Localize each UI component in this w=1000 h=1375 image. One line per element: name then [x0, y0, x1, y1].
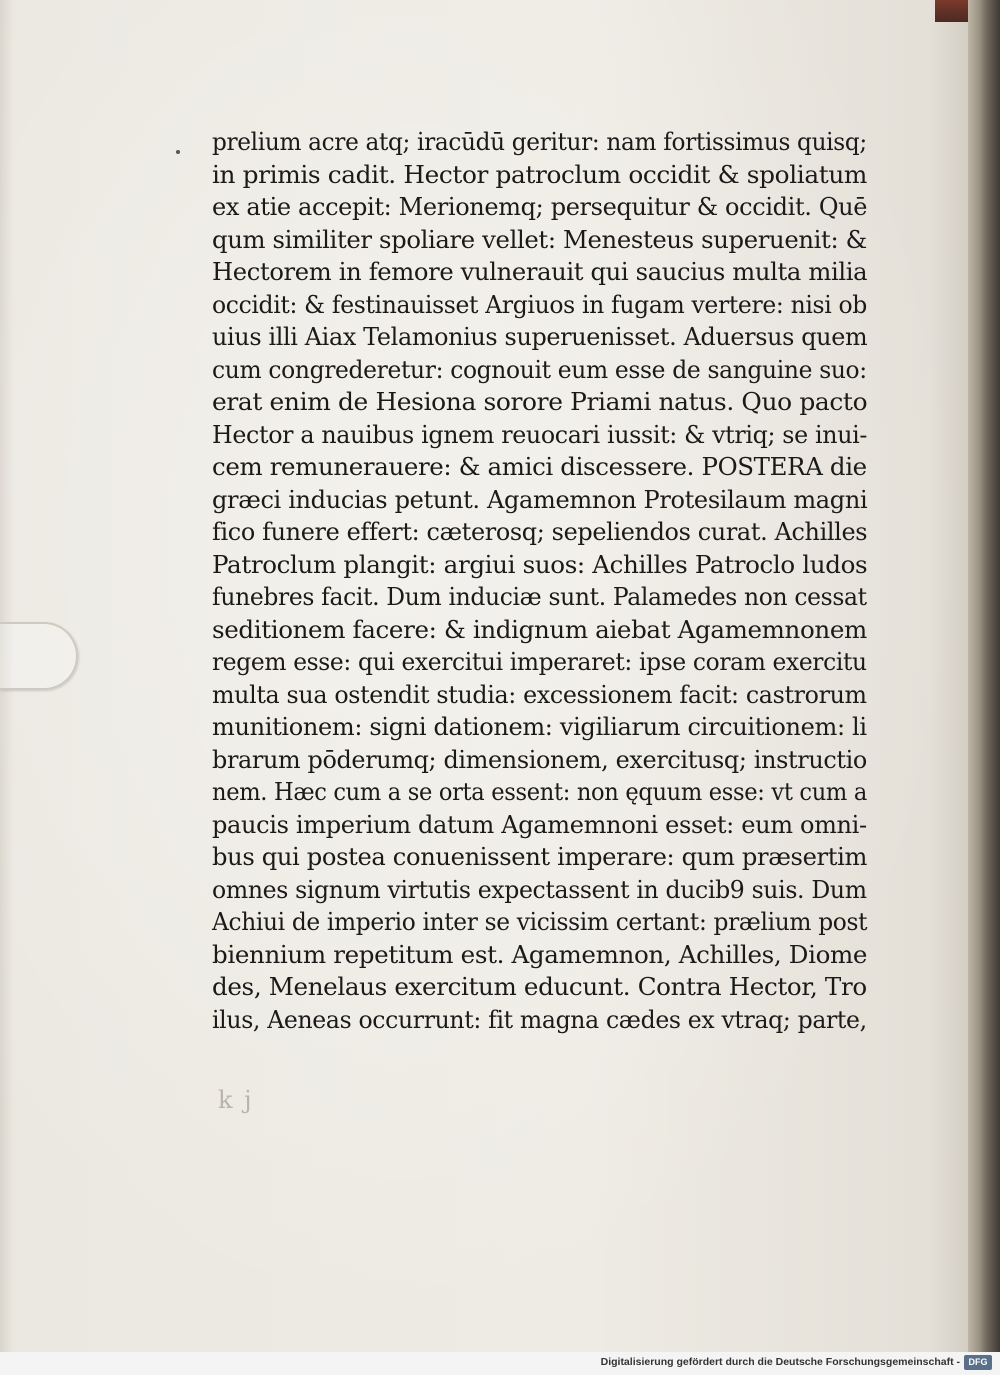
text-line: munitionem: signi dationem: vigiliarum circuitionem: li	[212, 713, 867, 741]
text-line: omnes signum virtutis expectassent in ducib9 suis. Dum	[212, 875, 867, 904]
text-line: fico funere effert: cæterosq; sepeliendos curat. Achilles	[212, 518, 868, 546]
text-line: ilus, Aeneas occurrunt: fit magna cædes ex vtraq; parte,	[212, 1005, 867, 1034]
text-line: Achiui de imperio inter se vicissim certant: prælium post	[212, 908, 868, 936]
text-line: occidit: & festinauisset Argiuos in fugam vertere: nisi ob	[212, 290, 868, 319]
text-line: prelium acre atq; iracūdū geritur: nam fortissimus quisq;	[212, 128, 867, 156]
text-line: multa sua ostendit studia: excessionem facit: castrorum	[212, 680, 867, 709]
footer-bar	[0, 1352, 1000, 1375]
text-line: nem. Hæc cum a se orta essent: non ęquum esse: vt cum a	[212, 778, 867, 806]
text-line: Hectorem in femore vulnerauit qui saucius multa milia	[212, 258, 868, 286]
text-line: bus qui postea conuenissent imperare: qum præsertim	[212, 843, 868, 871]
text-line: in primis cadit. Hector patroclum occidit & spoliatum	[212, 160, 868, 189]
margin-mark	[176, 150, 180, 154]
text-line: brarum pōderumq; dimensionem, exercitusq; instructio	[212, 745, 867, 774]
text-line: uius illi Aiax Telamonius superuenisset. Aduersus quem	[212, 323, 868, 351]
text-line: cem remunerauere: & amici discessere. POSTERA die	[212, 453, 867, 481]
text-line: erat enim de Hesiona sorore Priami natus. Quo pacto	[212, 388, 868, 416]
dfg-logo-icon: DFG	[964, 1355, 992, 1370]
text-line: qum similiter spoliare vellet: Menesteus superuenit: &	[212, 225, 867, 254]
text-line: Patroclum plangit: argiui suos: Achilles Patroclo ludos	[212, 550, 868, 579]
text-line: cum congrederetur: cognouit eum esse de sanguine suo:	[212, 355, 867, 384]
signature-mark: k j	[218, 1086, 254, 1114]
text-line: paucis imperium datum Agamemnoni esset: eum omni-	[212, 810, 867, 839]
book-page-edges	[968, 0, 1000, 1352]
text-line: funebres facit. Dum induciæ sunt. Palamedes non cessat	[212, 583, 867, 611]
text-line: Hector a nauibus ignem reuocari iussit: & vtriq; se inui-	[212, 420, 868, 449]
page-text-block	[212, 126, 872, 1036]
text-line: biennium repetitum est. Agamemnon, Achilles, Diome	[212, 940, 868, 969]
footer-credit: Digitalisierung gefördert durch die Deutsche Forschungsgemeinschaft -	[600, 1356, 960, 1368]
text-line: græci inducias petunt. Agamemnon Protesilaum magni	[212, 485, 868, 514]
text-line: ex atie accepit: Merionemq; persequitur & occidit. Quē	[212, 193, 868, 221]
page-clip	[0, 622, 78, 690]
text-line: regem esse: qui exercitui imperaret: ipse coram exercitu	[212, 648, 867, 676]
text-line: seditionem facere: & indignum aiebat Agamemnonem	[212, 615, 867, 644]
text-line: des, Menelaus exercitum educunt. Contra Hector, Tro	[212, 973, 867, 1001]
